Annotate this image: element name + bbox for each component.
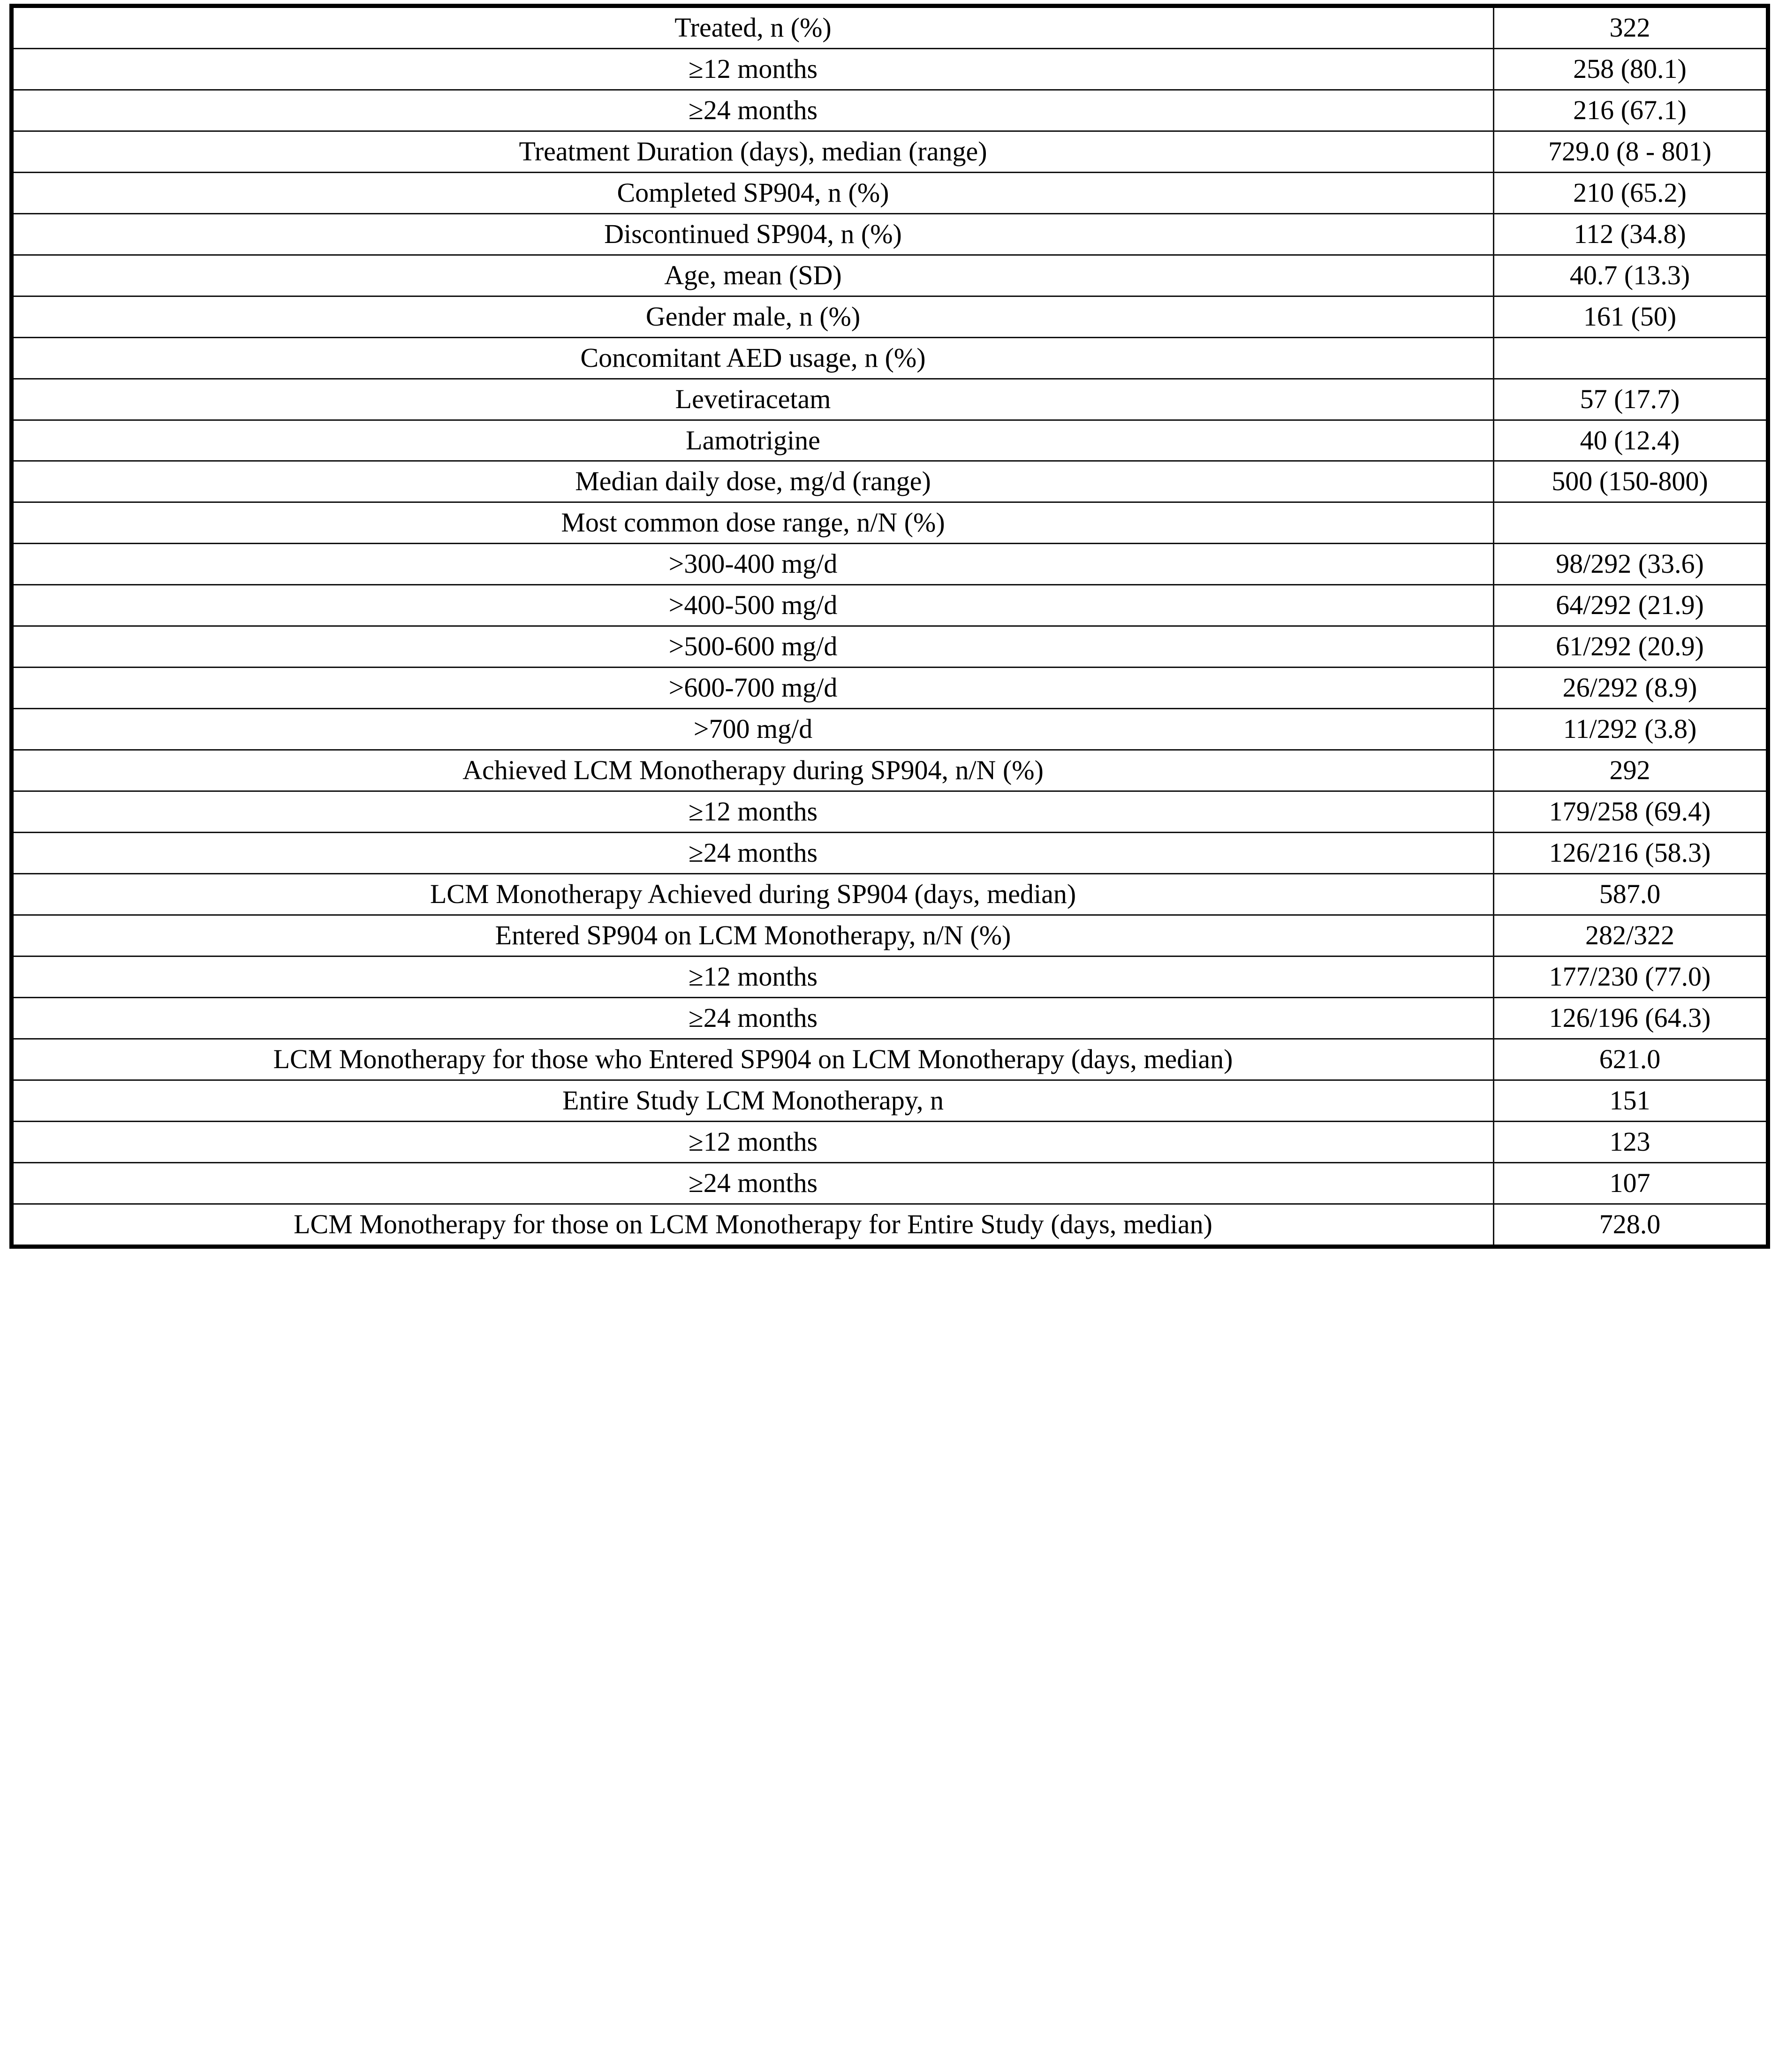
- row-label: Concomitant AED usage, n (%): [11, 337, 1493, 379]
- row-label: ≥12 months: [11, 791, 1493, 833]
- row-label: >700 mg/d: [11, 709, 1493, 750]
- table-row: [11, 956, 1768, 997]
- row-label: ≥24 months: [11, 833, 1493, 874]
- table-row: [11, 1162, 1768, 1204]
- row-label: Treated, n (%): [11, 6, 1493, 49]
- row-value: 26/292 (8.9): [1493, 668, 1768, 709]
- row-label: Completed SP904, n (%): [11, 172, 1493, 213]
- row-label: Entire Study LCM Monotherapy, n: [11, 1080, 1493, 1121]
- row-value: 151: [1493, 1080, 1768, 1121]
- row-value: 729.0 (8 - 801): [1493, 131, 1768, 172]
- row-value: 500 (150-800): [1493, 461, 1768, 502]
- row-label: Levetiracetam: [11, 379, 1493, 420]
- row-value: 11/292 (3.8): [1493, 709, 1768, 750]
- table-row: [11, 172, 1768, 213]
- table-row: [11, 1121, 1768, 1162]
- row-label: >500-600 mg/d: [11, 626, 1493, 668]
- table-row: [11, 337, 1768, 379]
- row-value: [1493, 337, 1768, 379]
- table-row: [11, 750, 1768, 791]
- row-label: Median daily dose, mg/d (range): [11, 461, 1493, 502]
- row-label: LCM Monotherapy Achieved during SP904 (days, median): [11, 874, 1493, 915]
- table-row: [11, 420, 1768, 461]
- table-row: [11, 544, 1768, 585]
- table-row: [11, 709, 1768, 750]
- row-value: 258 (80.1): [1493, 48, 1768, 90]
- row-label: Achieved LCM Monotherapy during SP904, n/N (%): [11, 750, 1493, 791]
- row-label: Discontinued SP904, n (%): [11, 213, 1493, 255]
- row-label: ≥12 months: [11, 1121, 1493, 1162]
- row-label: Entered SP904 on LCM Monotherapy, n/N (%): [11, 915, 1493, 956]
- row-value: 179/258 (69.4): [1493, 791, 1768, 833]
- row-value: 40 (12.4): [1493, 420, 1768, 461]
- row-value: 61/292 (20.9): [1493, 626, 1768, 668]
- table-row: [11, 915, 1768, 956]
- row-value: 112 (34.8): [1493, 213, 1768, 255]
- table-row: [11, 1039, 1768, 1080]
- row-value: 107: [1493, 1162, 1768, 1204]
- row-value: 126/196 (64.3): [1493, 997, 1768, 1039]
- row-value: 216 (67.1): [1493, 90, 1768, 131]
- row-value: 282/322: [1493, 915, 1768, 956]
- table-body: [11, 6, 1768, 1247]
- row-value: 728.0: [1493, 1204, 1768, 1246]
- row-value: [1493, 502, 1768, 544]
- row-value: 322: [1493, 6, 1768, 49]
- row-label: Age, mean (SD): [11, 255, 1493, 296]
- table-row: [11, 1204, 1768, 1246]
- table-row: [11, 255, 1768, 296]
- row-value: 126/216 (58.3): [1493, 833, 1768, 874]
- row-value: 40.7 (13.3): [1493, 255, 1768, 296]
- table-row: [11, 833, 1768, 874]
- row-label: >600-700 mg/d: [11, 668, 1493, 709]
- row-value: 123: [1493, 1121, 1768, 1162]
- row-label: >400-500 mg/d: [11, 585, 1493, 626]
- row-label: >300-400 mg/d: [11, 544, 1493, 585]
- row-label: Gender male, n (%): [11, 296, 1493, 337]
- row-value: 177/230 (77.0): [1493, 956, 1768, 997]
- row-label: ≥24 months: [11, 997, 1493, 1039]
- row-label: ≥12 months: [11, 48, 1493, 90]
- row-value: 161 (50): [1493, 296, 1768, 337]
- row-label: LCM Monotherapy for those who Entered SP904 on LCM Monotherapy (days, median): [11, 1039, 1493, 1080]
- table-row: [11, 379, 1768, 420]
- table-row: [11, 461, 1768, 502]
- table-row: [11, 668, 1768, 709]
- table-row: [11, 502, 1768, 544]
- row-label: LCM Monotherapy for those on LCM Monotherapy for Entire Study (days, median): [11, 1204, 1493, 1246]
- row-value: 621.0: [1493, 1039, 1768, 1080]
- row-value: 98/292 (33.6): [1493, 544, 1768, 585]
- row-label: ≥24 months: [11, 90, 1493, 131]
- patient-disposition-table: [9, 4, 1770, 1249]
- row-value: 64/292 (21.9): [1493, 585, 1768, 626]
- document-page: [0, 4, 1779, 1249]
- table-row: [11, 874, 1768, 915]
- table-row: [11, 90, 1768, 131]
- table-row: [11, 131, 1768, 172]
- row-label: Lamotrigine: [11, 420, 1493, 461]
- table-row: [11, 997, 1768, 1039]
- row-value: 587.0: [1493, 874, 1768, 915]
- row-value: 292: [1493, 750, 1768, 791]
- row-label: Treatment Duration (days), median (range): [11, 131, 1493, 172]
- table-row: [11, 585, 1768, 626]
- table-row: [11, 791, 1768, 833]
- table-row: [11, 6, 1768, 49]
- row-value: 210 (65.2): [1493, 172, 1768, 213]
- row-label: Most common dose range, n/N (%): [11, 502, 1493, 544]
- row-value: 57 (17.7): [1493, 379, 1768, 420]
- table-row: [11, 626, 1768, 668]
- row-label: ≥12 months: [11, 956, 1493, 997]
- table-row: [11, 213, 1768, 255]
- table-row: [11, 296, 1768, 337]
- table-row: [11, 48, 1768, 90]
- table-row: [11, 1080, 1768, 1121]
- row-label: ≥24 months: [11, 1162, 1493, 1204]
